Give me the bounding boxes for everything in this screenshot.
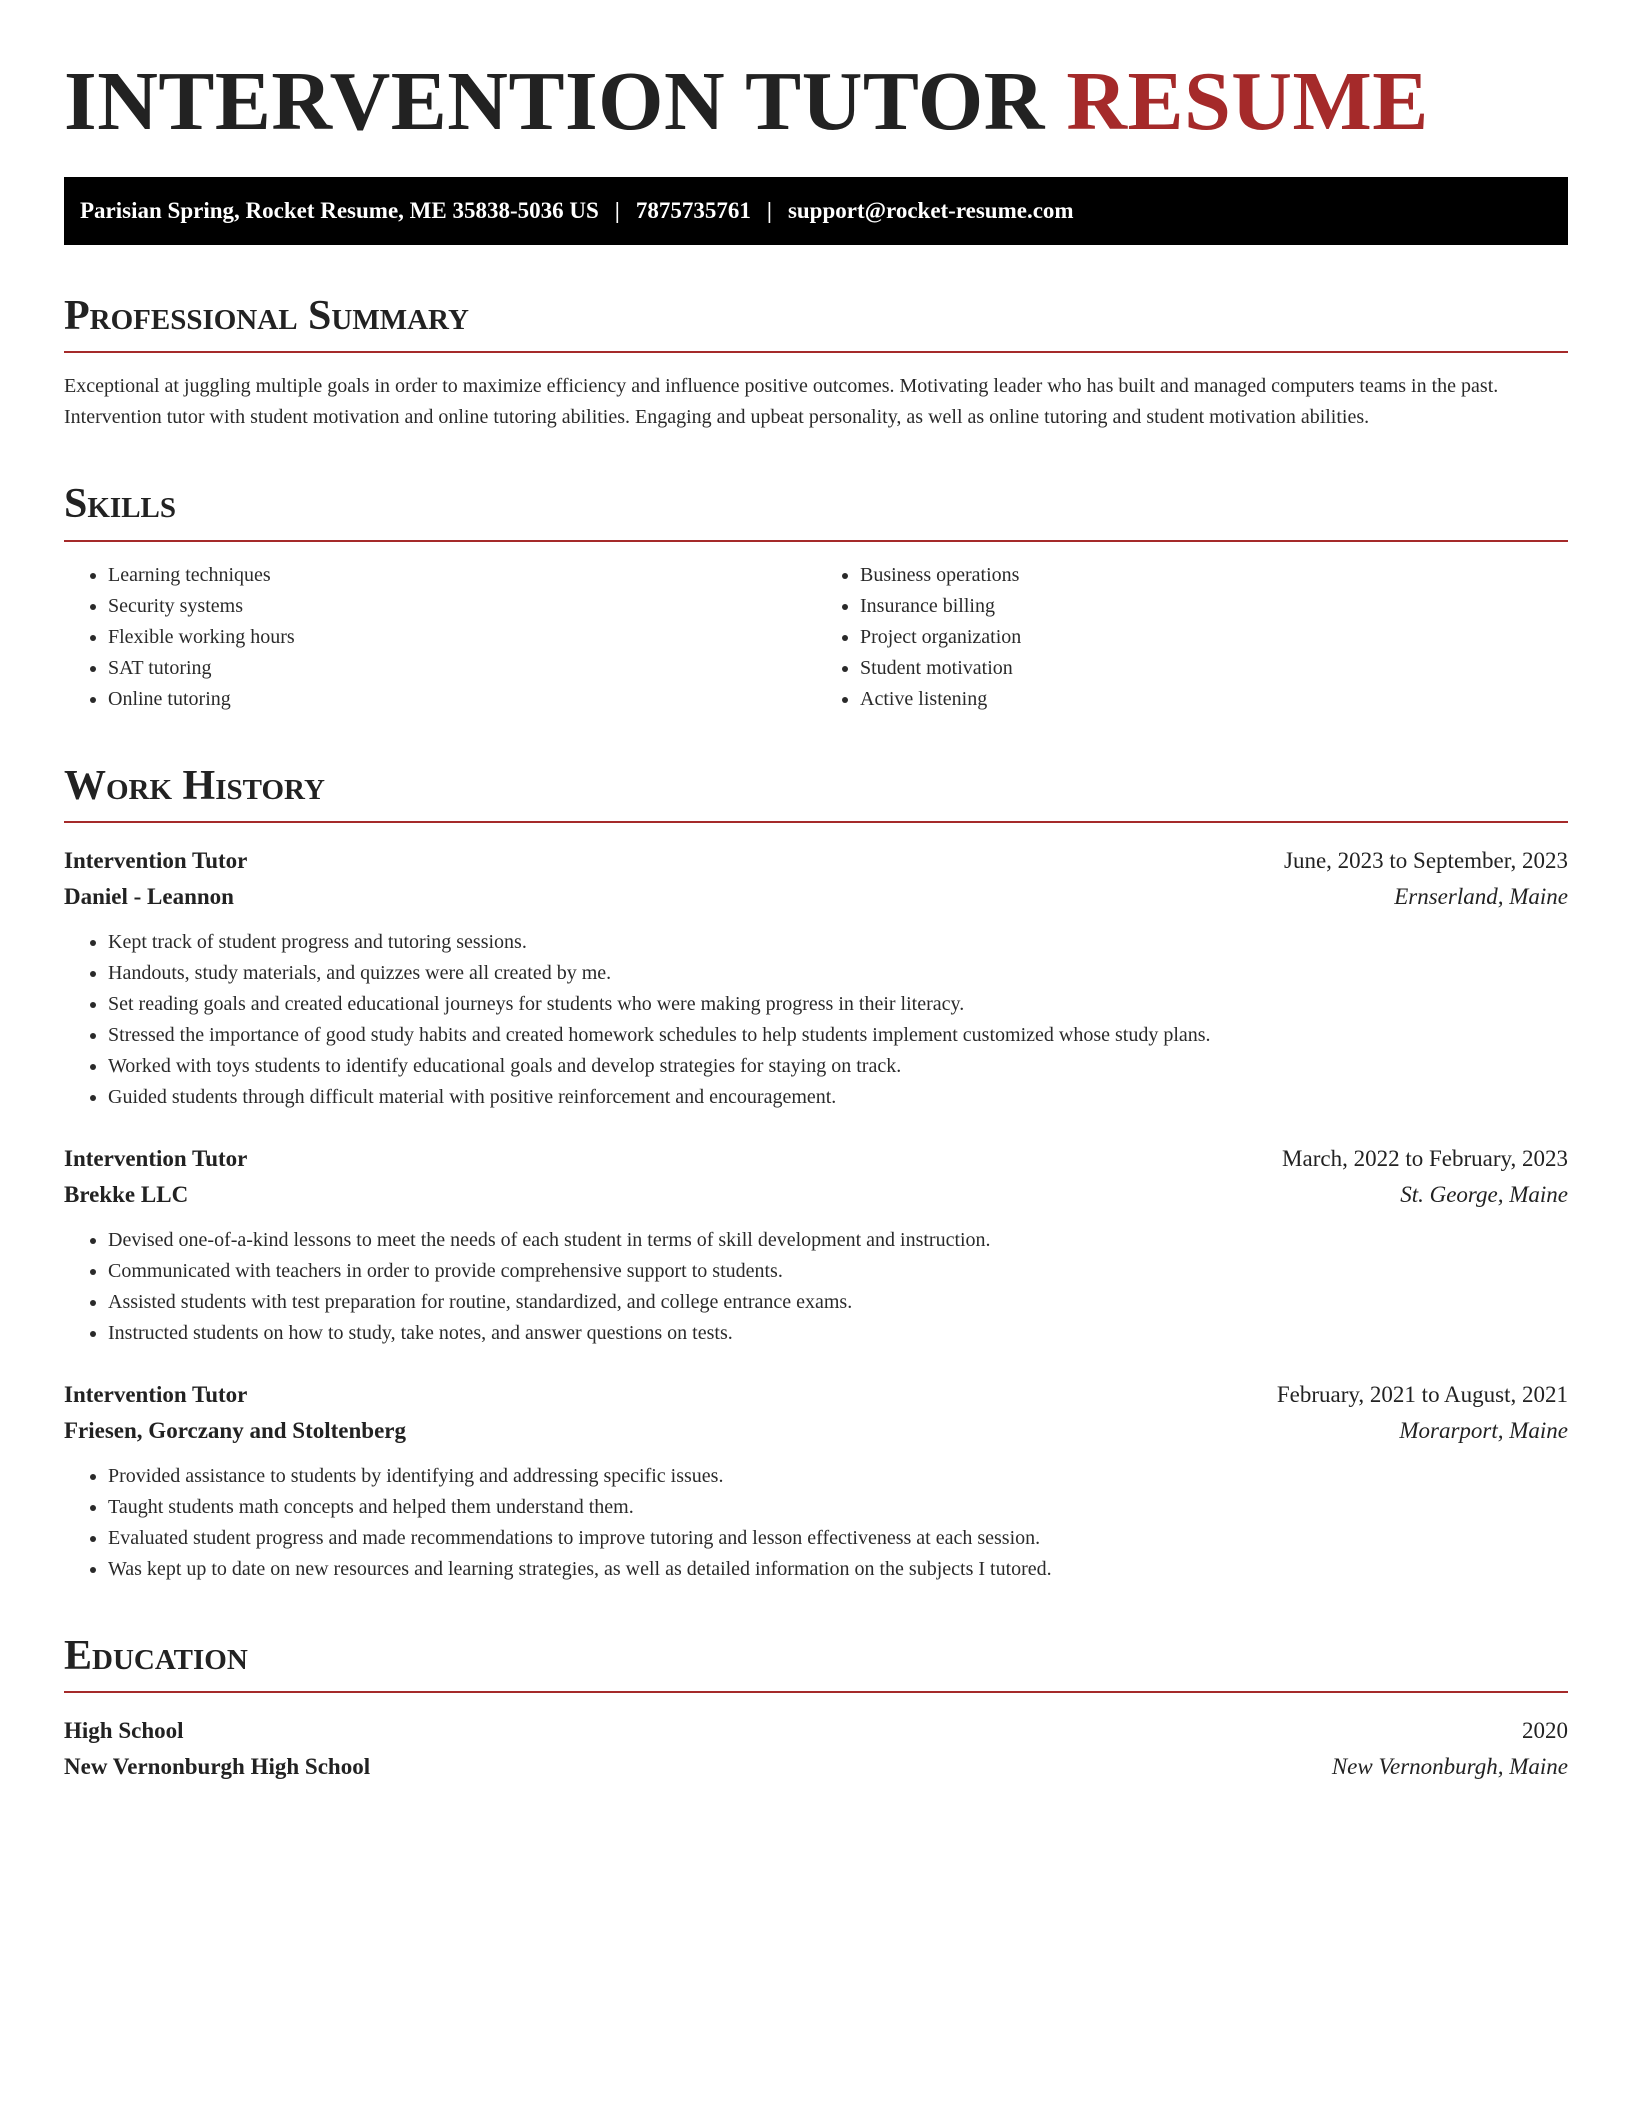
job-dates: June, 2023 to September, 2023 xyxy=(1284,847,1568,873)
job-header-row xyxy=(64,1141,1568,1177)
education-entry xyxy=(64,1713,1568,1785)
skill-item: • Online tutoring xyxy=(108,684,816,715)
contact-separator: | xyxy=(614,197,620,223)
job-company-row xyxy=(64,1177,1568,1213)
job-title: Intervention Tutor xyxy=(64,1145,248,1171)
education-school-row xyxy=(64,1749,1568,1785)
skill-item: • Security systems xyxy=(108,591,816,622)
job-company: Friesen, Gorczany and Stoltenberg xyxy=(64,1417,406,1443)
job-duties xyxy=(64,1461,1568,1585)
job-entry xyxy=(64,1141,1568,1349)
skill-item: • Active listening xyxy=(860,684,1568,715)
work-history-heading: Work History xyxy=(64,761,1568,823)
job-duty: • Communicated with teachers in order to provide comprehensive support to students. xyxy=(108,1256,1568,1287)
skill-item: • Flexible working hours xyxy=(108,622,816,653)
job-location: St. George, Maine xyxy=(1400,1181,1568,1207)
education-school: New Vernonburgh High School xyxy=(64,1754,371,1780)
skills-list xyxy=(64,560,1568,715)
contact-email: support@rocket-resume.com xyxy=(787,197,1074,223)
skill-item: • Project organization xyxy=(860,622,1568,653)
skills-column-right xyxy=(816,560,1568,715)
job-duty: • Assisted students with test preparation for routine, standardized, and college entrance exams. xyxy=(108,1287,1568,1318)
summary-heading: Professional Summary xyxy=(64,291,1568,353)
job-duty: • Worked with toys students to identify educational goals and develop strategies for staying on track. xyxy=(108,1051,1568,1082)
job-duty: • Evaluated student progress and made recommendations to improve tutoring and lesson effectiveness at each session. xyxy=(108,1523,1568,1554)
resume-title xyxy=(64,52,1568,153)
job-company-row xyxy=(64,1413,1568,1449)
education-heading: Education xyxy=(64,1631,1568,1693)
job-header-row xyxy=(64,843,1568,879)
job-company-row xyxy=(64,879,1568,915)
contact-bar xyxy=(64,177,1568,245)
job-entry xyxy=(64,843,1568,1113)
summary-text: Exceptional at juggling multiple goals in order to maximize efficiency and influence positive outcomes. Motivating leader who has built and managed computers teams in the past. Intervention tutor with student motivation and online tutoring abilities. Engaging and upbeat personality, as well as online tutoring and student motivation abilities. xyxy=(64,375,1499,429)
job-duties xyxy=(64,927,1568,1113)
job-dates: March, 2022 to February, 2023 xyxy=(1282,1145,1568,1171)
job-duty: • Instructed students on how to study, take notes, and answer questions on tests. xyxy=(108,1318,1568,1349)
job-entry xyxy=(64,1377,1568,1585)
education-degree: High School xyxy=(64,1718,184,1744)
skills-heading: Skills xyxy=(64,479,1568,541)
job-duty: • Provided assistance to students by identifying and addressing specific issues. xyxy=(108,1461,1568,1492)
title-accent: RESUME xyxy=(1066,55,1429,148)
job-duty: • Kept track of student progress and tutoring sessions. xyxy=(108,927,1568,958)
job-company: Brekke LLC xyxy=(64,1181,189,1207)
job-duty: • Taught students math concepts and helped them understand them. xyxy=(108,1492,1568,1523)
skill-item: • Business operations xyxy=(860,560,1568,591)
job-title: Intervention Tutor xyxy=(64,1381,248,1407)
job-company: Daniel - Leannon xyxy=(64,883,234,909)
job-duties xyxy=(64,1225,1568,1349)
skill-item: • Insurance billing xyxy=(860,591,1568,622)
job-location: Ernserland, Maine xyxy=(1394,883,1568,909)
contact-phone: 7875735761 xyxy=(635,197,751,223)
job-duty: • Handouts, study materials, and quizzes were all created by me. xyxy=(108,958,1568,989)
job-duty: • Stressed the importance of good study habits and created homework schedules to help students implement customized whose study plans. xyxy=(108,1020,1568,1051)
job-header-row xyxy=(64,1377,1568,1413)
job-duty: • Guided students through difficult material with positive reinforcement and encouragement. xyxy=(108,1082,1568,1113)
education-year: 2020 xyxy=(1522,1718,1568,1744)
contact-address: Parisian Spring, Rocket Resume, ME 35838-5036 US xyxy=(80,197,599,223)
job-location: Morarport, Maine xyxy=(1399,1417,1568,1443)
job-duty: • Was kept up to date on new resources and learning strategies, as well as detailed information on the subjects I tutored. xyxy=(108,1554,1568,1585)
skills-column-left xyxy=(64,560,816,715)
skill-item: • Student motivation xyxy=(860,653,1568,684)
skill-item: • Learning techniques xyxy=(108,560,816,591)
education-location: New Vernonburgh, Maine xyxy=(1331,1754,1568,1780)
education-degree-row xyxy=(64,1713,1568,1749)
skill-item: • SAT tutoring xyxy=(108,653,816,684)
title-main: INTERVENTION TUTOR xyxy=(64,55,1045,148)
contact-separator: | xyxy=(766,197,772,223)
job-duty: • Set reading goals and created educational journeys for students who were making progress in their literacy. xyxy=(108,989,1568,1020)
job-dates: February, 2021 to August, 2021 xyxy=(1276,1381,1568,1407)
job-title: Intervention Tutor xyxy=(64,847,248,873)
job-duty: • Devised one-of-a-kind lessons to meet the needs of each student in terms of skill development and instruction. xyxy=(108,1225,1568,1256)
